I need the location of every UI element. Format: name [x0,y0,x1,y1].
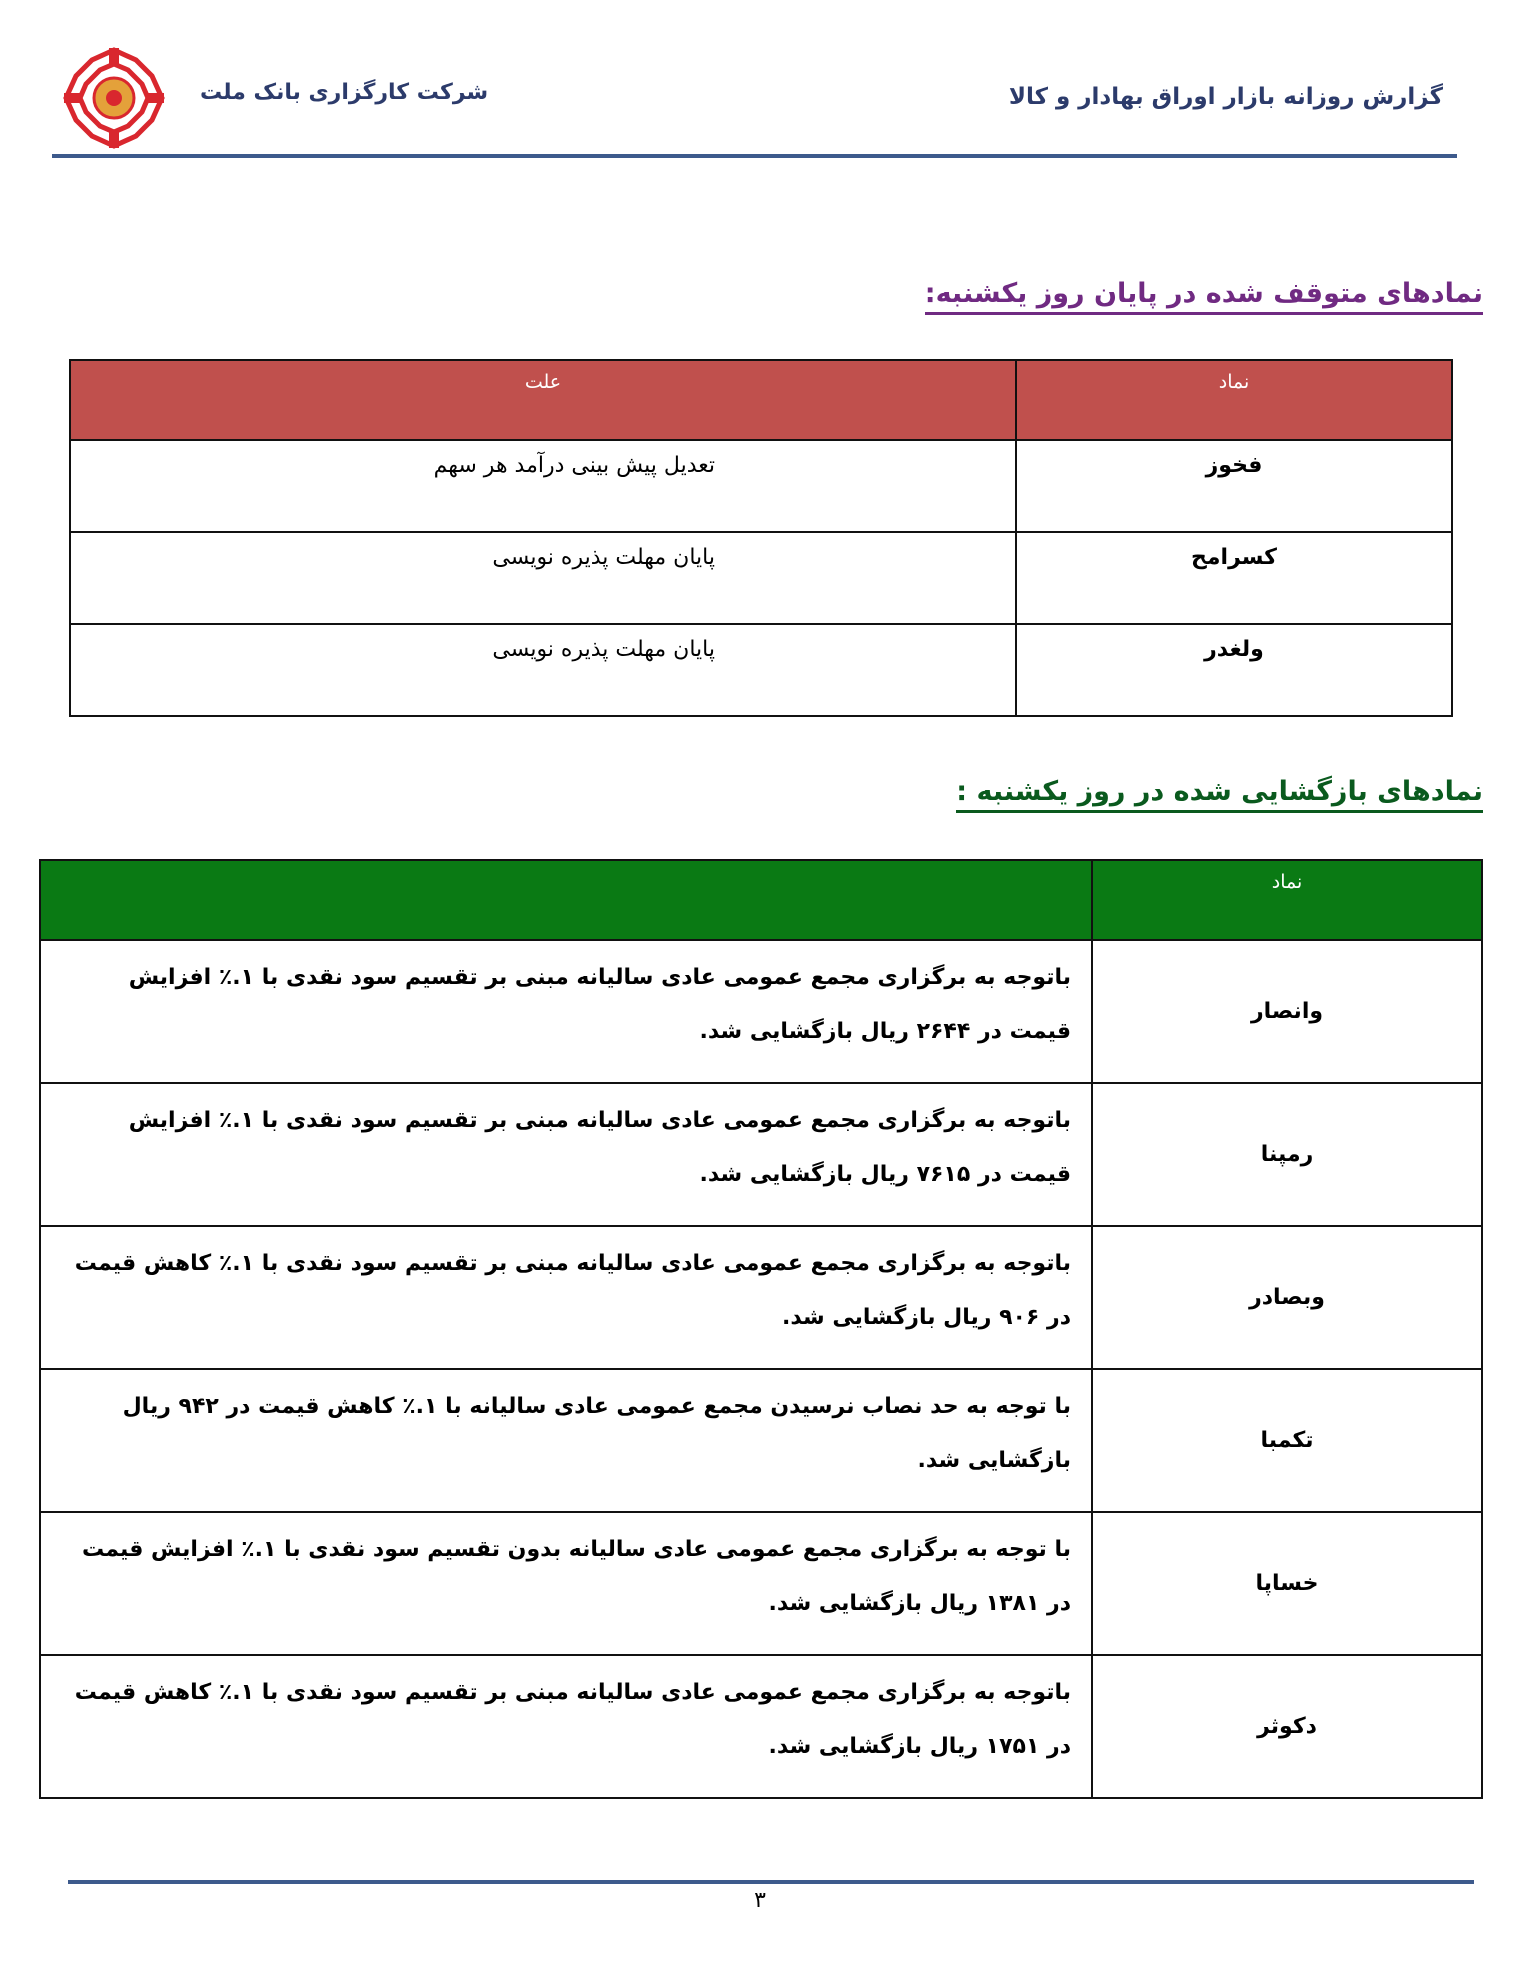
column-header-symbol: نماد [1016,360,1452,440]
description-cell: باتوجه به برگزاری مجمع عمومی عادی سالیانه مبنی بر تقسیم سود نقدی با ۱.٪ افزایش قیمت در ۲۶۴۴ ریال بازگشایی شد. [40,940,1092,1083]
table-row [40,1369,1482,1512]
description-cell: با توجه به برگزاری مجمع عمومی عادی سالیانه بدون تقسیم سود نقدی با ۱.٪ افزایش قیمت در ۱۳۸۱ ریال بازگشایی شد. [40,1512,1092,1655]
reopened-symbols-heading: نمادهای بازگشایی شده در روز یکشنبه : [956,776,1483,813]
symbol-cell: ولغدر [1016,624,1452,716]
symbol-cell: وبصادر [1092,1226,1482,1369]
description-cell: باتوجه به برگزاری مجمع عمومی عادی سالیانه مبنی بر تقسیم سود نقدی با ۱.٪ کاهش قیمت در ۹۰۶ ریال بازگشایی شد. [40,1226,1092,1369]
symbol-cell: دکوثر [1092,1655,1482,1798]
symbol-cell: وانصار [1092,940,1482,1083]
company-logo [62,46,166,150]
column-header-description [40,860,1092,940]
description-cell: باتوجه به برگزاری مجمع عمومی عادی سالیانه مبنی بر تقسیم سود نقدی با ۱.٪ کاهش قیمت در ۱۷۵۱ ریال بازگشایی شد. [40,1655,1092,1798]
table-row [40,940,1482,1083]
description-cell: باتوجه به برگزاری مجمع عمومی عادی سالیانه مبنی بر تقسیم سود نقدی با ۱.٪ افزایش قیمت در ۷۶۱۵ ریال بازگشایی شد. [40,1083,1092,1226]
reason-cell: پایان مهلت پذیره نویسی [70,532,1016,624]
table-row [70,532,1452,624]
column-header-reason: علت [70,360,1016,440]
halted-symbols-heading: نمادهای متوقف شده در پایان روز یکشنبه: [925,278,1483,315]
table-row [40,1512,1482,1655]
reason-cell: پایان مهلت پذیره نویسی [70,624,1016,716]
symbol-cell: تکمبا [1092,1369,1482,1512]
symbol-cell: رمپنا [1092,1083,1482,1226]
footer-divider [68,1880,1474,1884]
table-row [40,1655,1482,1798]
table-header-row [70,360,1452,440]
report-title: گزارش روزانه بازار اوراق بهادار و کالا [1008,84,1443,110]
table-row [70,440,1452,532]
company-name: شرکت کارگزاری بانک ملت [200,80,489,105]
page-number: ۳ [754,1888,766,1913]
reason-cell: تعدیل پیش بینی درآمد هر سهم [70,440,1016,532]
symbol-cell: فخوز [1016,440,1452,532]
halted-symbols-table [69,359,1453,717]
logo-icon [62,46,166,150]
header-divider [52,154,1457,158]
table-header-row [40,860,1482,940]
table-row [40,1083,1482,1226]
symbol-cell: کسرامح [1016,532,1452,624]
description-cell: با توجه به حد نصاب نرسیدن مجمع عمومی عادی سالیانه با ۱.٪ کاهش قیمت در ۹۴۲ ریال بازگشایی شد. [40,1369,1092,1512]
symbol-cell: خساپا [1092,1512,1482,1655]
table-row [40,1226,1482,1369]
column-header-symbol: نماد [1092,860,1482,940]
table-row [70,624,1452,716]
reopened-symbols-table [39,859,1483,1799]
